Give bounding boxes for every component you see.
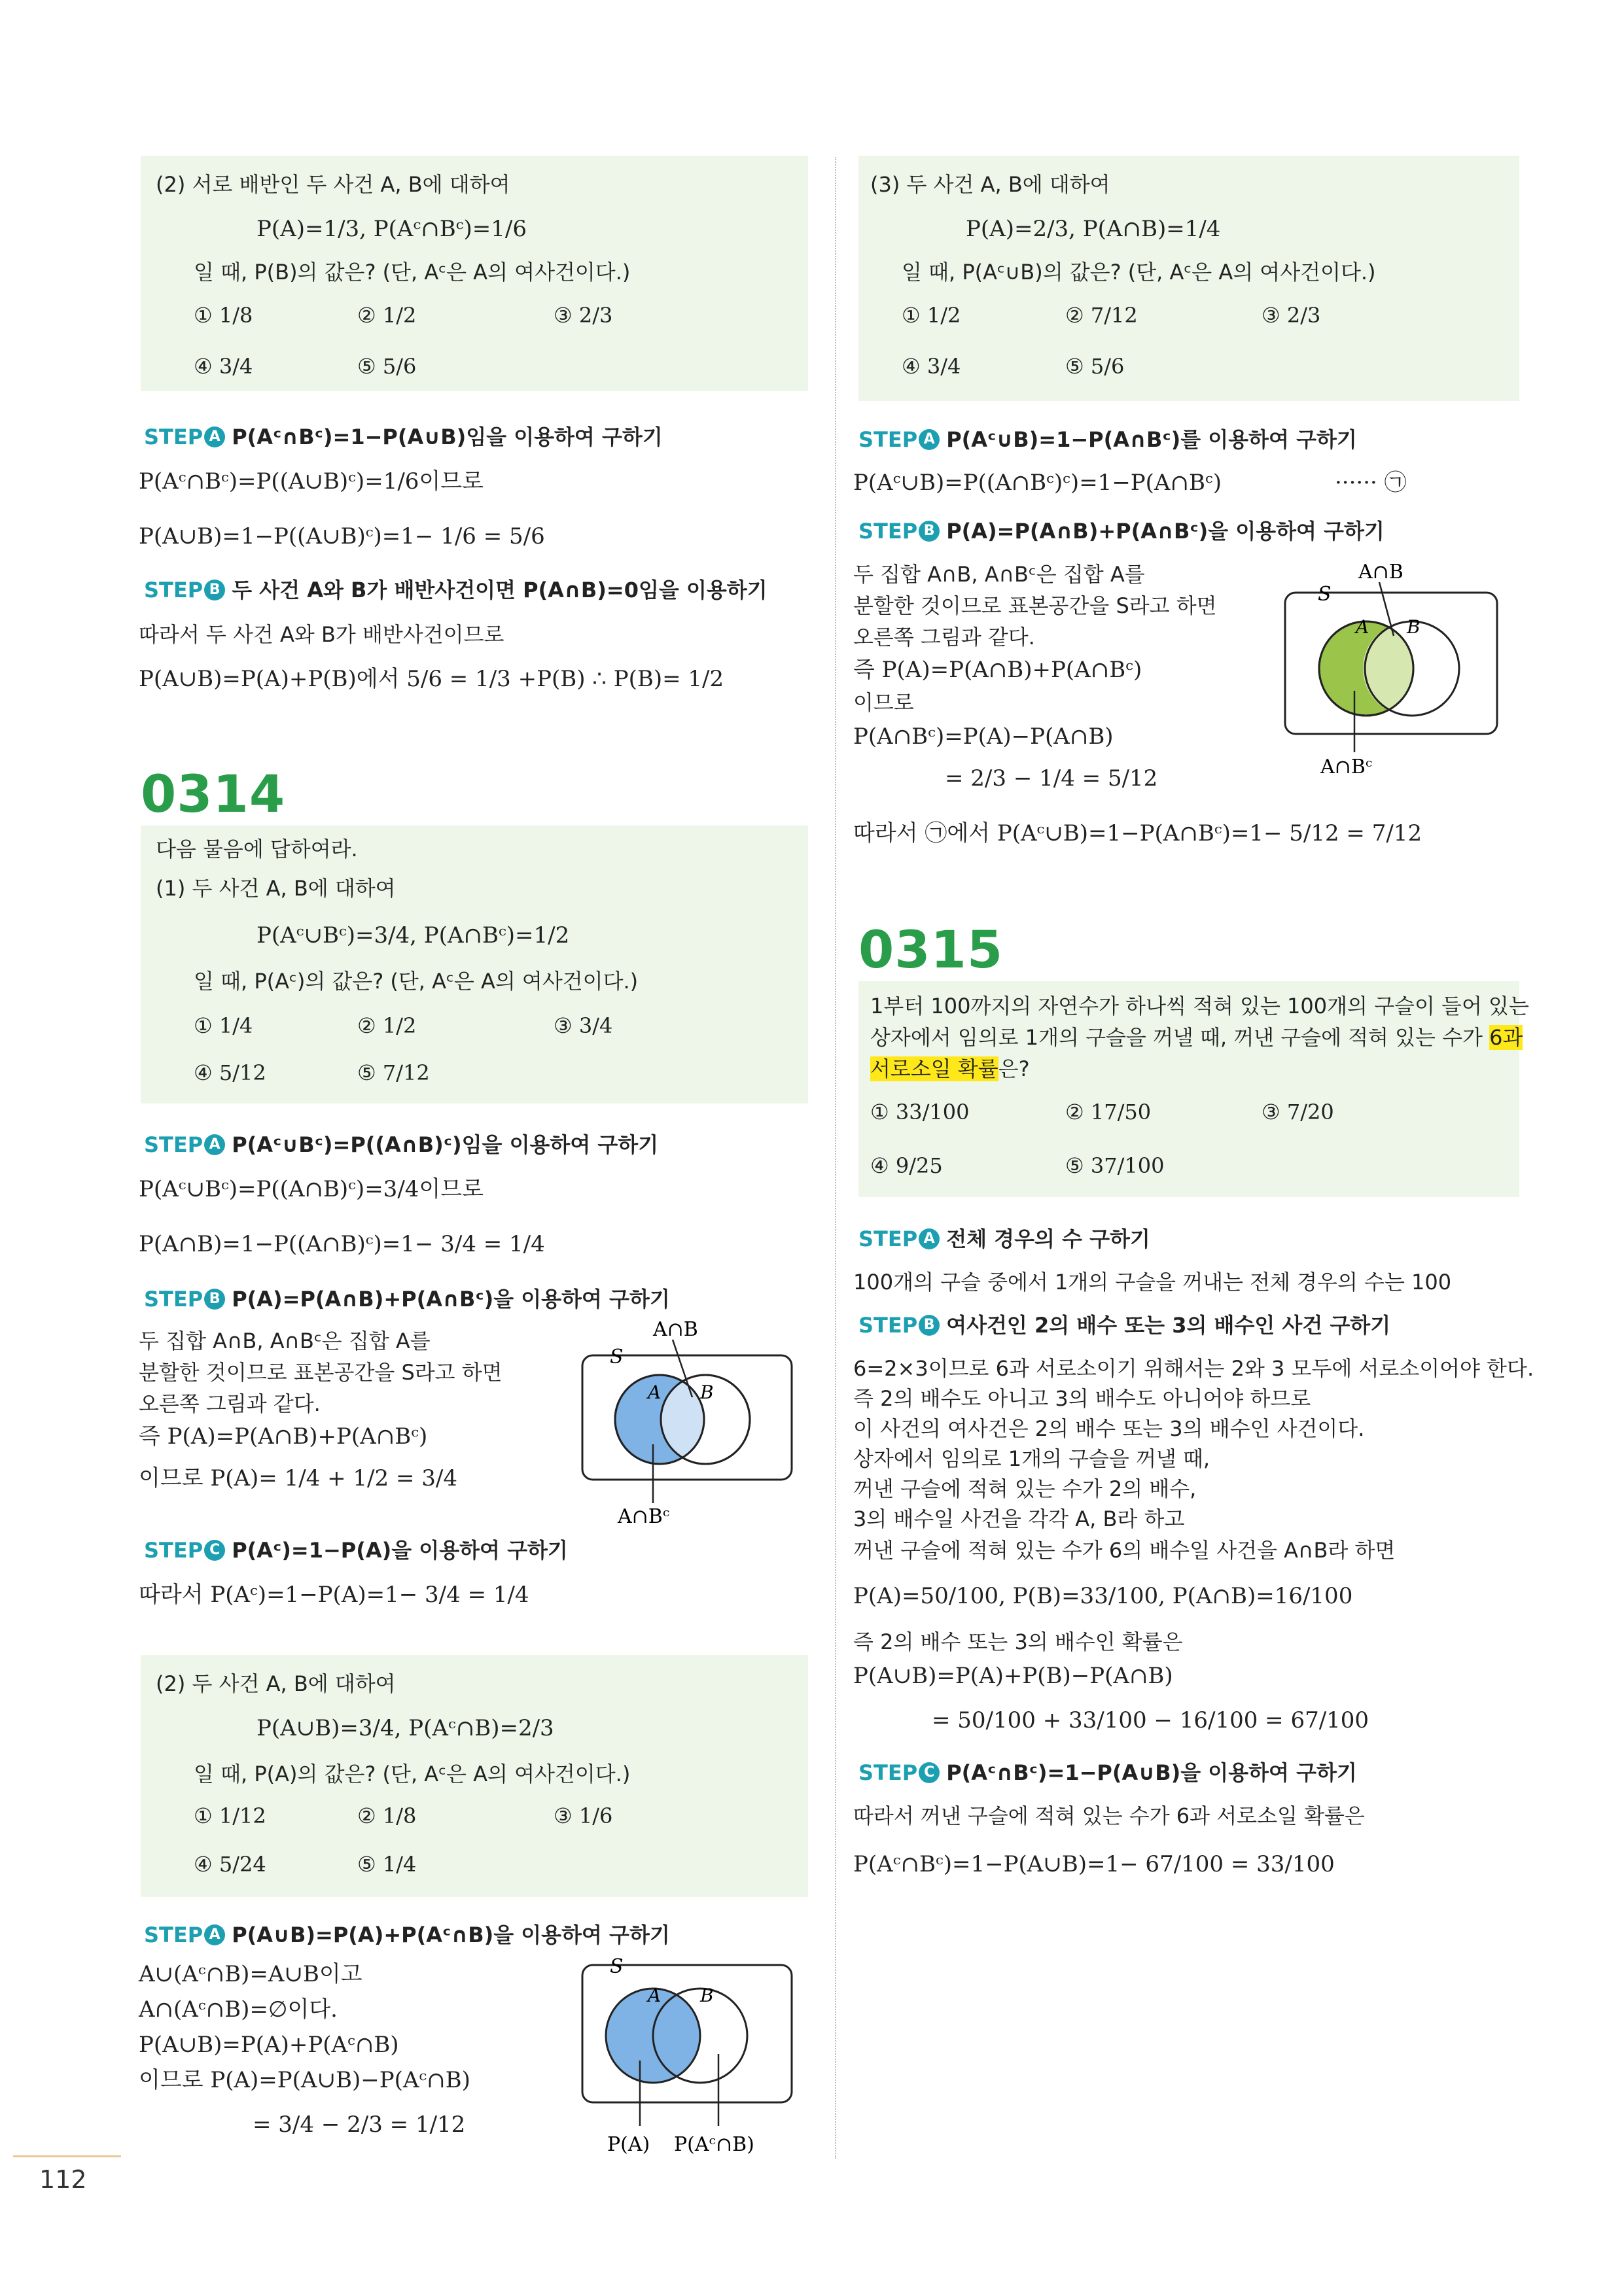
q314-2-step-a-line1: A∪(Aᶜ∩B)=A∪B이고	[139, 1961, 362, 1987]
q315-step-b-line10: P(A∪B)=P(A)+P(B)−P(A∩B)	[853, 1663, 1173, 1689]
q314-2-line3: 일 때, P(A)의 값은? (단, Aᶜ은 A의 여사건이다.)	[194, 1762, 631, 1786]
page-number-rule	[13, 2155, 121, 2157]
q314-1-step-b-line3: 오른쪽 그림과 같다.	[139, 1391, 321, 1416]
q313-2-step-b: STEP B 두 사건 A와 B가 배반사건이면 P(A∩B)=0임을 이용하기	[144, 578, 768, 602]
q314-1-step-a: STEP A P(Aᶜ∪Bᶜ)=P((A∩B)ᶜ)임을 이용하여 구하기	[144, 1132, 659, 1157]
q314-1-step-b-line1: 두 집합 A∩B, A∩Bᶜ은 집합 A를	[139, 1329, 431, 1353]
q314-1-step-a-line2: P(A∩B)=1−P((A∩B)ᶜ)=1− 3/4 = 1/4	[139, 1231, 545, 1257]
q315-choice-1[interactable]: ① 33/100	[870, 1100, 970, 1124]
problem-number-0314: 0314	[141, 765, 286, 824]
q313-3-choice-4[interactable]: ④ 3/4	[902, 354, 961, 379]
q315-highlight-2: 서로소일 확률	[870, 1056, 998, 1081]
venn-diagram-314-2	[576, 1949, 798, 2159]
q314-2-choice-3[interactable]: ③ 1/6	[554, 1803, 613, 1828]
venn-314-1-top-label: A∩B	[653, 1318, 698, 1341]
q313-3-line1: (3) 두 사건 A, B에 대하여	[870, 172, 1110, 197]
venn-diagram-313-3	[1281, 556, 1504, 778]
q313-3-step-a: STEP A P(Aᶜ∪B)=1−P(A∩Bᶜ)를 이용하여 구하기	[858, 427, 1357, 452]
q314-1-line2: P(Aᶜ∪Bᶜ)=3/4, P(A∩Bᶜ)=1/2	[256, 922, 570, 948]
q314-1-step-c-line1: 따라서 P(Aᶜ)=1−P(A)=1− 3/4 = 1/4	[139, 1582, 529, 1608]
q313-3-step-b-line7: = 2/3 − 1/4 = 5/12	[945, 765, 1158, 791]
q315-question-line2: 상자에서 임의로 1개의 구슬을 꺼낼 때, 꺼낸 구슬에 적혀 있는 수가 6과	[870, 1025, 1523, 1050]
q315-step-a-line1: 100개의 구슬 중에서 1개의 구슬을 꺼내는 전체 경우의 수는 100	[853, 1270, 1452, 1295]
q313-2-step-b-line1: 따라서 두 사건 A와 B가 배반사건이므로	[139, 622, 504, 647]
q314-1-choice-5[interactable]: ⑤ 7/12	[357, 1060, 430, 1085]
venn-313-3-a-label: A	[1356, 616, 1369, 638]
q314-2-step-a: STEP A P(A∪B)=P(A)+P(Aᶜ∩B)을 이용하여 구하기	[144, 1922, 670, 1947]
q313-2-choice-1[interactable]: ① 1/8	[194, 303, 253, 328]
q313-2-step-b-line2: P(A∪B)=P(A)+P(B)에서 5/6 = 1/3 +P(B) ∴ P(B)= 1/2	[139, 666, 724, 692]
q314-1-step-b-line2: 분할한 것이므로 표본공간을 S라고 하면	[139, 1360, 503, 1385]
q314-2-choice-4[interactable]: ④ 5/24	[194, 1852, 266, 1877]
q315-step-b-line5: 꺼낸 구슬에 적혀 있는 수가 2의 배수,	[853, 1476, 1197, 1501]
q313-3-step-b-line3: 오른쪽 그림과 같다.	[853, 625, 1035, 650]
venn-314-2-label-left: P(A)	[607, 2133, 650, 2156]
q313-3-step-b-line1: 두 집합 A∩B, A∩Bᶜ은 집합 A를	[853, 562, 1145, 587]
venn-313-3-top-label: A∩B	[1358, 561, 1403, 583]
q315-choice-2[interactable]: ② 17/50	[1065, 1100, 1152, 1124]
venn-314-1-a-label: A	[648, 1382, 662, 1403]
q315-step-c: STEP C P(Aᶜ∩Bᶜ)=1−P(A∪B)을 이용하여 구하기	[858, 1760, 1357, 1785]
q313-3-step-b-line4: 즉 P(A)=P(A∩B)+P(A∩Bᶜ)	[853, 657, 1142, 683]
venn-314-2-a-label: A	[648, 1985, 662, 2006]
q313-3-choice-1[interactable]: ① 1/2	[902, 303, 961, 328]
q314-1-choice-2[interactable]: ② 1/2	[357, 1013, 417, 1038]
q315-step-b-line9: 즉 2의 배수 또는 3의 배수인 확률은	[853, 1629, 1183, 1654]
q314-2-choice-5[interactable]: ⑤ 1/4	[357, 1852, 417, 1877]
q315-question-line1: 1부터 100까지의 자연수가 하나씩 적혀 있는 100개의 구슬이 들어 있는	[870, 994, 1529, 1018]
q313-2-line2: P(A)=1/3, P(Aᶜ∩Bᶜ)=1/6	[256, 216, 527, 242]
q314-1-step-c: STEP C P(Aᶜ)=1−P(A)을 이용하여 구하기	[144, 1538, 568, 1563]
venn-314-1-bottom-label: A∩Bᶜ	[618, 1505, 670, 1528]
venn-314-2-s-label: S	[610, 1955, 624, 1978]
q313-2-line1: (2) 서로 배반인 두 사건 A, B에 대하여	[156, 172, 510, 197]
q315-step-b-line7: 꺼낸 구슬에 적혀 있는 수가 6의 배수일 사건을 A∩B라 하면	[853, 1538, 1396, 1563]
q313-2-step-a: STEP A P(Aᶜ∩Bᶜ)=1−P(A∪B)임을 이용하여 구하기	[144, 425, 663, 449]
q314-intro: 다음 물음에 답하여라.	[156, 837, 358, 861]
q314-2-line1: (2) 두 사건 A, B에 대하여	[156, 1671, 396, 1696]
q313-2-choice-2[interactable]: ② 1/2	[357, 303, 417, 328]
column-divider	[835, 157, 836, 2159]
q314-1-step-b-line5: 이므로 P(A)= 1/4 + 1/2 = 3/4	[139, 1465, 457, 1491]
page-number: 112	[39, 2165, 87, 2194]
q313-3-step-b: STEP B P(A)=P(A∩B)+P(A∩Bᶜ)을 이용하여 구하기	[858, 519, 1385, 544]
q314-2-choice-1[interactable]: ① 1/12	[194, 1803, 266, 1828]
q315-choice-3[interactable]: ③ 7/20	[1262, 1100, 1334, 1124]
venn-313-3-s-label: S	[1318, 583, 1332, 606]
q315-question-line3: 서로소일 확률은?	[870, 1056, 1030, 1081]
q313-2-step-a-line1: P(Aᶜ∩Bᶜ)=P((A∪B)ᶜ)=1/6이므로	[139, 468, 484, 495]
venn-314-1-b-label: B	[700, 1382, 714, 1403]
q313-3-step-a-line1: P(Aᶜ∪B)=P((A∩Bᶜ)ᶜ)=1−P(A∩Bᶜ)	[853, 470, 1222, 496]
venn-314-2-label-right: P(Aᶜ∩B)	[674, 2133, 754, 2156]
q313-2-choice-4[interactable]: ④ 3/4	[194, 354, 253, 379]
q313-3-line3: 일 때, P(Aᶜ∪B)의 값은? (단, Aᶜ은 A의 여사건이다.)	[902, 260, 1376, 285]
q314-2-step-a-line3: P(A∪B)=P(A)+P(Aᶜ∩B)	[139, 2032, 399, 2058]
q313-3-step-a-mark: ······ ㉠	[1335, 470, 1407, 496]
q313-3-line2: P(A)=2/3, P(A∩B)=1/4	[966, 216, 1221, 242]
venn-313-3-bottom-label: A∩Bᶜ	[1320, 756, 1373, 778]
q314-1-choice-3[interactable]: ③ 3/4	[554, 1013, 613, 1038]
q313-3-choice-5[interactable]: ⑤ 5/6	[1065, 354, 1125, 379]
q314-1-line3: 일 때, P(Aᶜ)의 값은? (단, Aᶜ은 A의 여사건이다.)	[194, 969, 639, 994]
q314-1-step-a-line1: P(Aᶜ∪Bᶜ)=P((A∩B)ᶜ)=3/4이므로	[139, 1176, 484, 1202]
q315-step-c-line2: P(Aᶜ∩Bᶜ)=1−P(A∪B)=1− 67/100 = 33/100	[853, 1851, 1335, 1877]
q315-step-b-line3: 이 사건의 여사건은 2의 배수 또는 3의 배수인 사건이다.	[853, 1416, 1365, 1441]
q314-1-step-b-line4: 즉 P(A)=P(A∩B)+P(A∩Bᶜ)	[139, 1423, 428, 1450]
q314-1-line1: (1) 두 사건 A, B에 대하여	[156, 876, 396, 901]
q315-step-a: STEP A 전체 경우의 수 구하기	[858, 1226, 1150, 1251]
q315-choice-4[interactable]: ④ 9/25	[870, 1153, 943, 1178]
venn-314-1-s-label: S	[610, 1346, 624, 1368]
q313-3-step-b-line6: P(A∩Bᶜ)=P(A)−P(A∩B)	[853, 723, 1114, 750]
q314-1-choice-1[interactable]: ① 1/4	[194, 1013, 253, 1038]
q314-2-step-a-line5: = 3/4 − 2/3 = 1/12	[253, 2112, 466, 2138]
q313-3-choice-3[interactable]: ③ 2/3	[1262, 303, 1321, 328]
q315-highlight-1: 6과	[1489, 1025, 1523, 1050]
q315-step-b-line4: 상자에서 임의로 1개의 구슬을 꺼낼 때,	[853, 1446, 1210, 1471]
q314-2-choice-2[interactable]: ② 1/8	[357, 1803, 417, 1828]
q313-2-choice-5[interactable]: ⑤ 5/6	[357, 354, 417, 379]
q315-step-c-line1: 따라서 꺼낸 구슬에 적혀 있는 수가 6과 서로소일 확률은	[853, 1803, 1365, 1828]
q315-choice-5[interactable]: ⑤ 37/100	[1065, 1153, 1165, 1178]
venn-diagram-314-1	[576, 1313, 798, 1529]
q314-1-choice-4[interactable]: ④ 5/12	[194, 1060, 266, 1085]
q313-2-step-a-line2: P(A∪B)=1−P((A∪B)ᶜ)=1− 1/6 = 5/6	[139, 523, 545, 549]
q314-2-step-a-line2: A∩(Aᶜ∩B)=∅이다.	[139, 1996, 338, 2023]
q314-2-step-a-line4: 이므로 P(A)=P(A∪B)−P(Aᶜ∩B)	[139, 2067, 470, 2093]
q314-1-step-b: STEP B P(A)=P(A∩B)+P(A∩Bᶜ)을 이용하여 구하기	[144, 1287, 670, 1312]
q313-2-line3: 일 때, P(B)의 값은? (단, Aᶜ은 A의 여사건이다.)	[194, 260, 631, 285]
q315-step-b-line11: = 50/100 + 33/100 − 16/100 = 67/100	[932, 1707, 1369, 1733]
q313-3-step-b-line8: 따라서 ㉠에서 P(Aᶜ∪B)=1−P(A∩Bᶜ)=1− 5/12 = 7/12	[853, 820, 1422, 846]
q313-3-choice-2[interactable]: ② 7/12	[1065, 303, 1138, 328]
venn-313-3-b-label: B	[1407, 616, 1421, 638]
problem-number-0315: 0315	[858, 921, 1004, 980]
venn-314-2-b-label: B	[700, 1985, 714, 2006]
q315-step-b: STEP B 여사건인 2의 배수 또는 3의 배수인 사건 구하기	[858, 1313, 1391, 1338]
q315-step-b-line8: P(A)=50/100, P(B)=33/100, P(A∩B)=16/100	[853, 1583, 1353, 1609]
q313-3-step-b-line5: 이므로	[853, 690, 914, 715]
q313-3-step-b-line2: 분할한 것이므로 표본공간을 S라고 하면	[853, 593, 1217, 618]
q313-2-choice-3[interactable]: ③ 2/3	[554, 303, 613, 328]
q315-step-b-line2: 즉 2의 배수도 아니고 3의 배수도 아니어야 하므로	[853, 1386, 1311, 1411]
q314-2-line2: P(A∪B)=3/4, P(Aᶜ∩B)=2/3	[256, 1715, 554, 1741]
q315-step-b-line1: 6=2×3이므로 6과 서로소이기 위해서는 2와 3 모두에 서로소이어야 한다.	[853, 1356, 1534, 1381]
q315-step-b-line6: 3의 배수일 사건을 각각 A, B라 하고	[853, 1506, 1185, 1531]
